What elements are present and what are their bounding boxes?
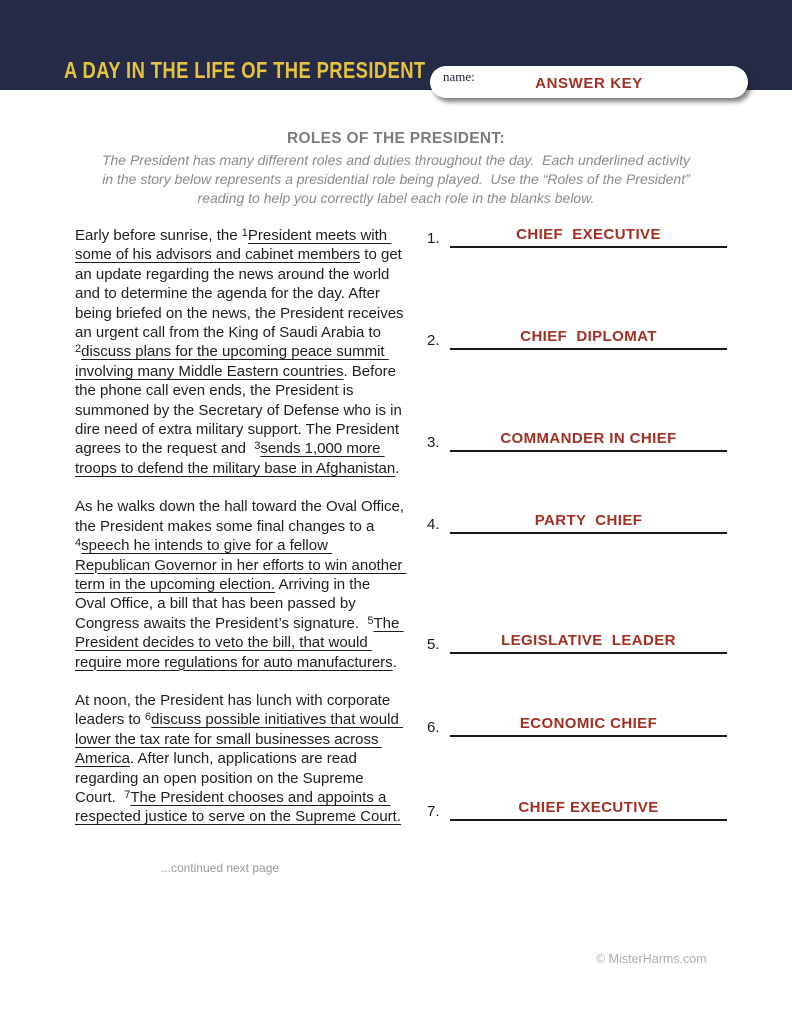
story-paragraph [75, 691, 405, 827]
underlined-activity: speech he intends to give for a fellow Republican Governor in her efforts to win another term in the upcoming election. [75, 537, 407, 593]
underlined-activity: The President decides to veto the bill, that would require more regulations for auto manufacturers [75, 614, 404, 671]
answer-row [427, 327, 727, 350]
instructions-line: reading to help you correctly label each role in the blanks below. [197, 190, 595, 206]
answer-text: COMMANDER IN CHIEF [500, 430, 677, 447]
story-text: . [392, 653, 397, 671]
answer-blank [450, 799, 727, 821]
underlined-activity: discuss plans for the upcoming peace summit involving many Middle Eastern countries [75, 343, 389, 380]
answer-text: ECONOMIC CHIEF [519, 715, 658, 732]
answer-row [427, 631, 727, 654]
instructions-line: in the story below represents a presidential role being played. Use the “Roles of the President” [102, 171, 690, 187]
answer-number: 1. [427, 230, 440, 247]
copyright-credit: © MisterHarms.com [596, 952, 707, 966]
header-band [0, 0, 792, 90]
superscript-number: 6 [145, 711, 152, 724]
answer-blank [450, 328, 727, 350]
underlined-activity: sends 1,000 more troops to defend the military base in Afghanistan [75, 440, 396, 477]
name-label: name: [443, 69, 475, 84]
answer-blank [450, 715, 727, 737]
story-text: Early before sunrise, the [75, 227, 242, 244]
superscript-number: 2 [75, 343, 82, 356]
story [75, 226, 409, 846]
underlined-activity: The President chooses and appoints a respected justice to serve on the Supreme Court. [75, 788, 402, 826]
underlined-activity: discuss possible initiatives that would lower the tax rate for small businesses across America [75, 711, 403, 768]
answer-number: 7. [427, 803, 440, 820]
answer-blank [450, 430, 727, 452]
answer-text: CHIEF EXECUTIVE [518, 799, 659, 816]
answer-number: 3. [427, 434, 440, 451]
story-text: Arriving in the Oval Office, a bill that has been passed by Congress awaits the President’s signature. [75, 575, 375, 632]
answer-blank [450, 226, 727, 248]
answer-key-text: ANSWER KEY [535, 75, 643, 92]
answer-number: 2. [427, 332, 440, 349]
superscript-number: 3 [254, 440, 261, 453]
story-paragraph [75, 226, 408, 478]
superscript-number: 7 [124, 788, 131, 801]
answer-number: 5. [427, 636, 440, 653]
answer-row [427, 798, 727, 821]
answer-row [427, 429, 727, 452]
superscript-number: 1 [241, 227, 248, 239]
continued-note: ...continued next page [160, 861, 280, 875]
superscript-number: 5 [367, 614, 374, 627]
story-text: to get an update regarding the news around the world and to determine the agenda for the day. After being briefed on the news, the President receives an urgent call from the King of Saudi Arabia to [75, 246, 408, 342]
underlined-activity: President meets with some of his advisors and cabinet members [75, 227, 392, 264]
instructions-line: The President has many different roles and duties throughout the day. Each underlined activity [101, 152, 691, 168]
story-text: . After lunch, applications are read regarding an open position on the Supreme Court. [75, 750, 368, 806]
answer-blank [450, 632, 727, 654]
name-field [430, 66, 748, 98]
answer-text: CHIEF EXECUTIVE [516, 226, 661, 243]
answer-row [427, 511, 727, 534]
story-text: . [395, 459, 400, 477]
answer-row [427, 714, 727, 737]
story-text: At noon, the President has lunch with corporate leaders to [75, 691, 395, 729]
answer-row [427, 225, 727, 248]
page-title: A DAY IN THE LIFE OF THE PRESIDENT [64, 57, 426, 83]
answer-text: PARTY CHIEF [534, 512, 643, 529]
story-text: . Before the phone call even ends, the President is summoned by the Secretary of Defense who is in dire need of extra military support. The President agrees to the request and [75, 362, 407, 458]
intro-section [0, 130, 792, 208]
story-paragraph [75, 497, 409, 672]
superscript-number: 4 [75, 537, 82, 550]
answer-text: CHIEF DIPLOMAT [520, 328, 657, 345]
answer-number: 4. [427, 516, 440, 533]
answer-text: LEGISLATIVE LEADER [501, 632, 676, 649]
answer-blank [450, 512, 727, 534]
section-heading: ROLES OF THE PRESIDENT: [287, 130, 505, 147]
story-text: As he walks down the hall toward the Oval Office, the President makes some final changes to a [75, 498, 409, 535]
answer-number: 6. [427, 719, 440, 736]
